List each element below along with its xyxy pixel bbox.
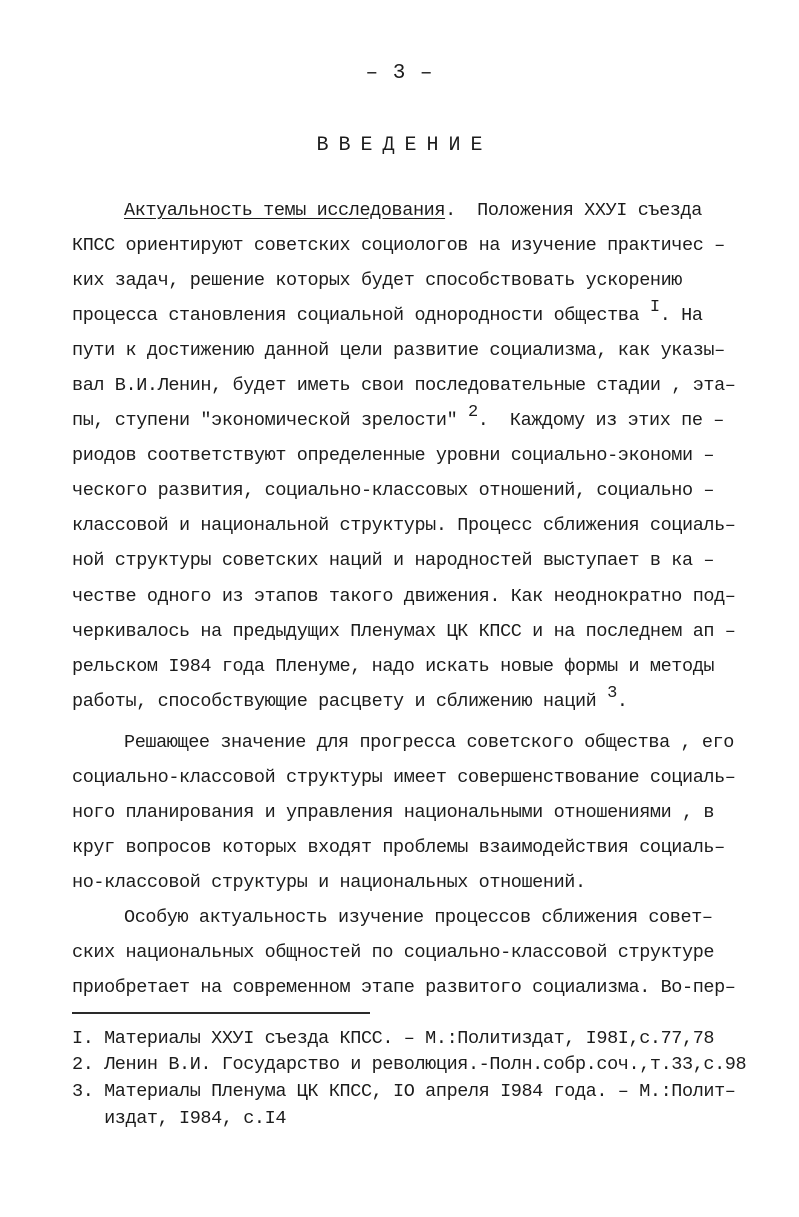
body-line-23: приобретает на современном этапе развитого социализма. Во-пер–: [72, 977, 736, 998]
footnote-ref-2: 2: [467, 403, 478, 422]
body-text: процесса становления социальной однородности общества: [72, 305, 650, 326]
body-line-18: ного планирования и управления национальными отношениями , в: [72, 802, 715, 823]
body-line-22: ских национальных общностей по социально-классовой структуре: [72, 942, 715, 963]
body-line-14: рельском I984 года Пленуме, надо искать новые формы и методы: [72, 656, 715, 677]
body-text: работы, способствующие расцвету и сближению наций: [72, 691, 608, 712]
body-line-16: Решающее значение для прогресса советского общества , его: [124, 732, 735, 753]
body-line-19: круг вопросов которых входят проблемы взаимодействия социаль–: [72, 837, 725, 858]
body-line-5: пути к достижению данной цели развитие социализма, как указы–: [72, 340, 725, 361]
footnote-ref-3: 3: [607, 684, 617, 703]
body-text: . На: [659, 305, 703, 326]
body-text: . Положения XXУI съезда: [445, 200, 702, 221]
body-text: . Каждому из этих пе –: [477, 410, 724, 431]
footnote-3-continued: издат, I984, с.I4: [72, 1108, 287, 1129]
page-number: – 3 –: [365, 62, 434, 85]
section-heading: ВВЕДЕНИЕ: [316, 134, 493, 157]
body-line-6: вал В.И.Ленин, будет иметь свои последовательные стадии , эта–: [72, 375, 736, 396]
body-line-17: социально-классовой структуры имеет совершенствование социаль–: [72, 767, 736, 788]
body-line-4: [72, 298, 703, 329]
footnote-3: 3. Материалы Пленума ЦК КПСС, IО апреля I984 года. – М.:Полит–: [72, 1081, 736, 1102]
body-line-7: [72, 403, 724, 434]
footnote-2: 2. Ленин В.И. Государство и революция.-Полн.собр.соч.,т.33,с.98: [72, 1054, 747, 1075]
body-line-11: ной структуры советских наций и народностей выступает в ка –: [72, 550, 715, 571]
body-line-12: честве одного из этапов такого движения. Как неоднократно под–: [72, 586, 736, 607]
body-line-21: Особую актуальность изучение процессов сближения совет–: [124, 907, 713, 928]
footnote-divider: [72, 1012, 370, 1014]
body-line-3: ких задач, решение которых будет способствовать ускорению: [72, 270, 683, 291]
body-text: .: [616, 691, 628, 712]
footnote-ref-1: I: [649, 298, 660, 317]
body-line-20: но-классовой структуры и национальных отношений.: [72, 872, 586, 893]
body-line-13: черкивалось на предыдущих Пленумах ЦК КПСС и на последнем ап –: [72, 621, 736, 642]
body-text: пы, ступени "экономической зрелости": [72, 410, 468, 431]
topic-relevance-heading: Актуальность темы исследования: [124, 200, 446, 221]
body-line-1: [124, 199, 702, 223]
body-line-10: классовой и национальной структуры. Процесс сближения социаль–: [72, 515, 736, 536]
body-line-9: ческого развития, социально-классовых отношений, социально –: [72, 480, 715, 501]
body-line-2: КПСС ориентируют советских социологов на изучение практичес –: [72, 235, 725, 256]
body-line-8: риодов соответствуют определенные уровни социально-экономи –: [72, 445, 715, 466]
body-line-15: [72, 684, 628, 715]
footnote-1: I. Материалы XXУI съезда КПСС. – М.:Политиздат, I98I,с.77,78: [72, 1028, 715, 1049]
